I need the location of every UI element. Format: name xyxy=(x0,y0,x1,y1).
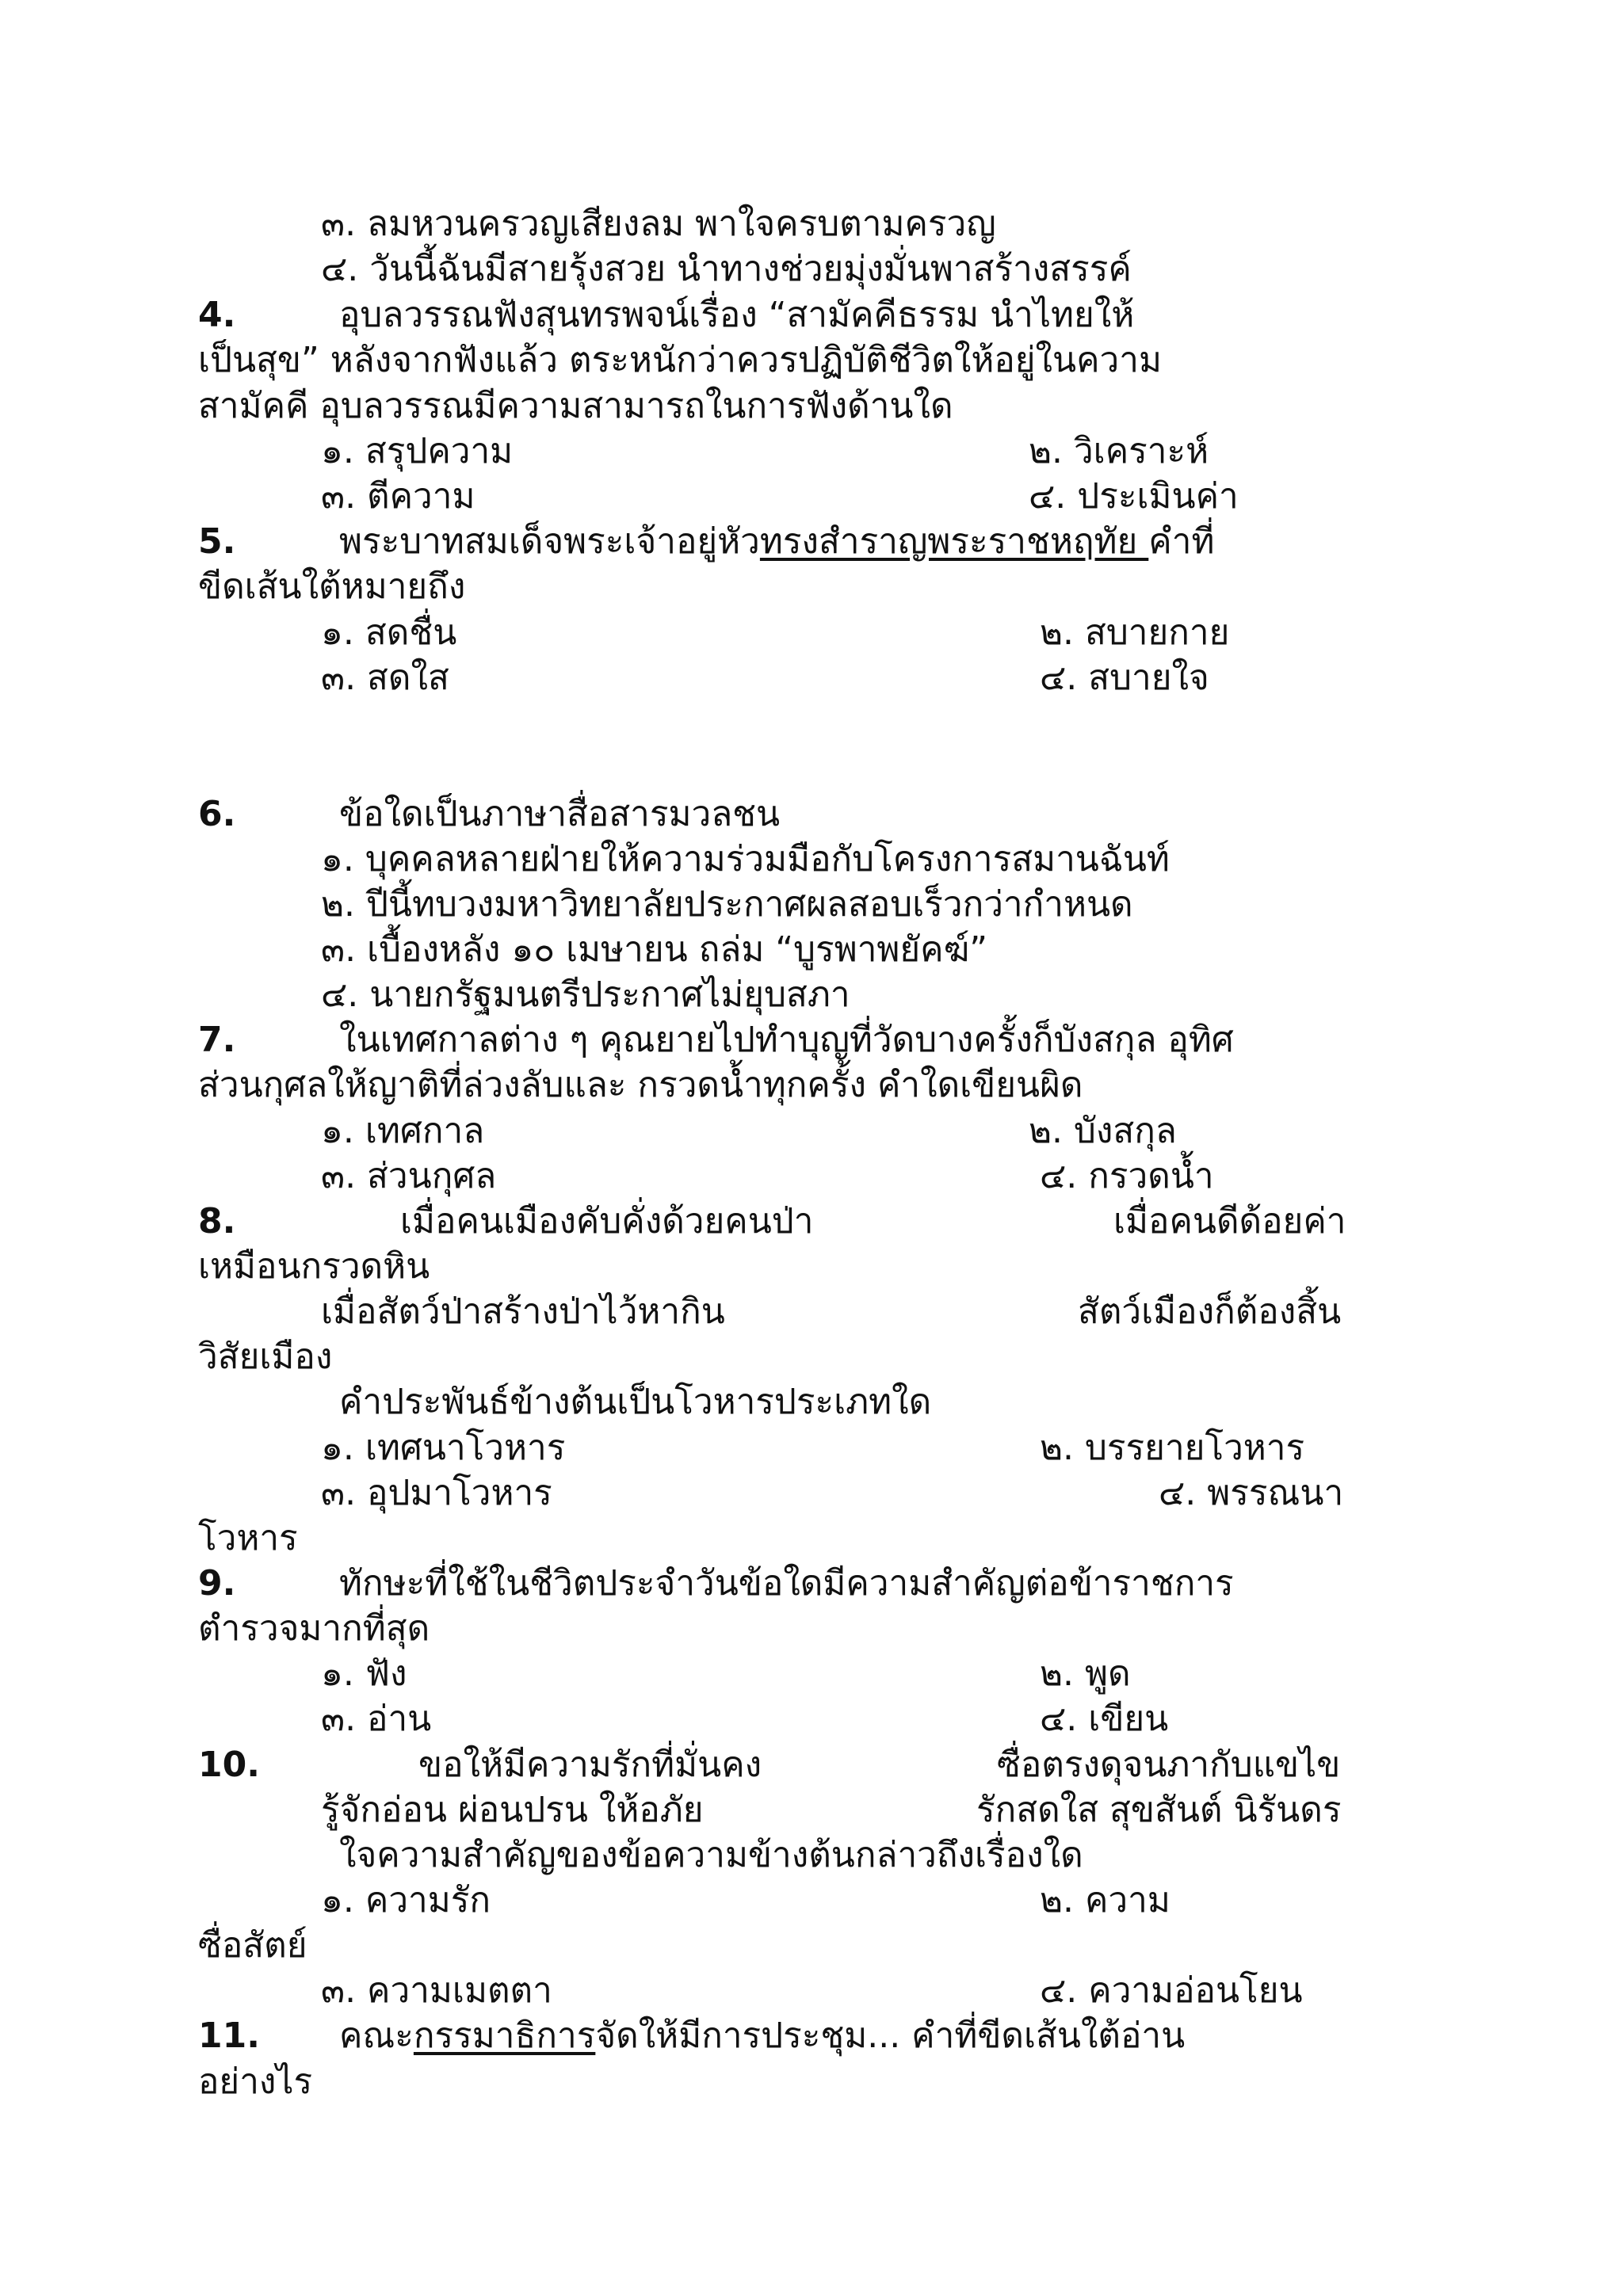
q6-number: 6. xyxy=(198,794,236,834)
q8-option-1: ๑. เทศนาโวหาร xyxy=(321,1428,566,1468)
q8-option-4-wrap: โวหาร xyxy=(198,1518,298,1558)
q8-verse-1a: เมื่อคนเมืองคับคั่งด้วยคนป่า xyxy=(400,1201,814,1241)
q9-line-2: ตำรวจมากที่สุด xyxy=(198,1608,430,1649)
q7-option-1: ๑. เทศกาล xyxy=(321,1111,485,1151)
q5-option-2: ๒. สบายกาย xyxy=(1040,612,1230,653)
q8-number: 8. xyxy=(198,1201,236,1241)
q4-option-3: ๓. ตีความ xyxy=(321,476,475,517)
q10-verse-2b: รักสดใส สุขสันต์ นิรันดร xyxy=(976,1790,1342,1830)
q9-option-3: ๓. อ่าน xyxy=(321,1699,432,1739)
q5-option-3: ๓. สดใส xyxy=(321,658,449,698)
q7-option-3: ๓. ส่วนกุศล xyxy=(321,1156,497,1196)
q8-verse-2a: เมื่อสัตว์ป่าสร้างป่าไว้หากิน xyxy=(321,1291,725,1332)
q4-line-1: อุบลวรรณฟังสุนทรพจน์เรื่อง “สามัคคีธรรม นำไทยให้ xyxy=(339,295,1135,335)
q6-option-1: ๑. บุคคลหลายฝ่ายให้ความร่วมมือกับโครงการสมานฉันท์ xyxy=(321,839,1170,879)
q7-line-2: ส่วนกุศลให้ญาติที่ล่วงลับและ กรวดน้ำทุกครั้ง คำใดเขียนผิด xyxy=(198,1065,1083,1105)
q10-option-2: ๒. ความ xyxy=(1040,1880,1170,1920)
q8-option-4: ๔. พรรณนา xyxy=(1159,1473,1344,1513)
q6-option-3: ๓. เบื้องหลัง ๑๐ เมษายน ถล่ม “บูรพาพยัคฆ์” xyxy=(321,929,988,970)
q9-option-1: ๑. ฟัง xyxy=(321,1653,407,1694)
q10-question: ใจความสำคัญของข้อความข้างต้นกล่าวถึงเรื่องใด xyxy=(339,1835,1083,1875)
q10-option-1: ๑. ความรัก xyxy=(321,1880,491,1920)
q3-option-4: ๔. วันนี้ฉันมีสายรุ้งสวย นำทางช่วยมุ่งมั่นพาสร้างสรรค์ xyxy=(321,249,1132,289)
q10-option-4: ๔. ความอ่อนโยน xyxy=(1040,1970,1303,2011)
q11-line-1 xyxy=(339,2014,1185,2058)
q4-option-2: ๒. วิเคราะห์ xyxy=(1029,431,1209,471)
q9-line-1: ทักษะที่ใช้ในชีวิตประจำวันข้อใดมีความสำคัญต่อข้าราชการ xyxy=(339,1563,1234,1604)
q9-number: 9. xyxy=(198,1563,236,1604)
q4-line-2: เป็นสุข” หลังจากฟังแล้ว ตระหนักว่าควรปฏิบัติชีวิตให้อยู่ในความ xyxy=(198,340,1162,380)
q10-option-2-wrap: ซื่อสัตย์ xyxy=(198,1925,307,1966)
q11-line-1-end: จัดให้มีการประชุม... คำที่ขีดเส้นใต้อ่าน xyxy=(595,2016,1186,2056)
q5-option-1: ๑. สดชื่น xyxy=(321,612,457,653)
q5-line-1-end: คำที่ xyxy=(1148,521,1215,562)
q6-option-2: ๒. ปีนี้ทบวงมหาวิทยาลัยประกาศผลสอบเร็วกว่ากำหนด xyxy=(321,884,1133,925)
q8-verse-2b: สัตว์เมืองก็ต้องสิ้น xyxy=(1078,1291,1342,1332)
q10-verse-1a: ขอให้มีความรักที่มั่นคง xyxy=(418,1745,762,1785)
q8-option-2: ๒. บรรยายโวหาร xyxy=(1040,1428,1305,1468)
q9-option-4: ๔. เขียน xyxy=(1040,1699,1169,1739)
q6-line-1: ข้อใดเป็นภาษาสื่อสารมวลชน xyxy=(339,794,781,834)
q11-line-1-start: คณะ xyxy=(339,2016,414,2056)
q7-line-1: ในเทศกาลต่าง ๆ คุณยายไปทำบุญที่วัดบางครั้งก็บังสกุล อุทิศ xyxy=(339,1020,1234,1060)
q5-line-1-start: พระบาทสมเด็จพระเจ้าอยู่หัว xyxy=(339,521,760,562)
q7-number: 7. xyxy=(198,1020,236,1060)
q3-option-3: ๓. ลมหวนครวญเสียงลม พาใจครบตามครวญ xyxy=(321,204,996,244)
q11-underlined-word: กรรมาธิการ xyxy=(413,2016,596,2056)
q5-line-2: ขีดเส้นใต้หมายถึง xyxy=(198,566,466,607)
q8-question: คำประพันธ์ข้างต้นเป็นโวหารประเภทใด xyxy=(339,1382,932,1422)
q8-verse-2c: วิสัยเมือง xyxy=(198,1337,333,1377)
q11-line-2: อย่างไร xyxy=(198,2061,313,2102)
q8-verse-1b: เมื่อคนดีด้อยค่า xyxy=(1113,1201,1346,1241)
q6-option-4: ๔. นายกรัฐมนตรีประกาศไม่ยุบสภา xyxy=(321,974,850,1015)
q10-verse-2a: รู้จักอ่อน ผ่อนปรน ให้อภัย xyxy=(321,1790,704,1830)
q4-option-4: ๔. ประเมินค่า xyxy=(1029,476,1239,517)
q10-option-3: ๓. ความเมตตา xyxy=(321,1970,552,2011)
q4-option-1: ๑. สรุปความ xyxy=(321,431,514,471)
q5-number: 5. xyxy=(198,521,236,562)
q5-line-1 xyxy=(339,520,1214,564)
q10-verse-1b: ซื่อตรงดุจนภากับแขไข xyxy=(997,1745,1341,1785)
q4-line-3: สามัคคี อุบลวรรณมีความสามารถในการฟังด้านใด xyxy=(198,386,953,426)
q8-verse-1c: เหมือนกรวดหิน xyxy=(198,1246,430,1287)
q8-option-3: ๓. อุปมาโวหาร xyxy=(321,1473,552,1513)
q4-number: 4. xyxy=(198,295,236,335)
q7-option-4: ๔. กรวดน้ำ xyxy=(1040,1156,1214,1196)
q11-number: 11. xyxy=(198,2016,260,2056)
q9-option-2: ๒. พูด xyxy=(1040,1653,1131,1694)
q5-underlined-word: ทรงสำราญพระราชหฤทัย xyxy=(759,521,1149,562)
q7-option-2: ๒. บังสกุล xyxy=(1029,1111,1177,1151)
q5-option-4: ๔. สบายใจ xyxy=(1040,658,1209,698)
q10-number: 10. xyxy=(198,1745,260,1785)
